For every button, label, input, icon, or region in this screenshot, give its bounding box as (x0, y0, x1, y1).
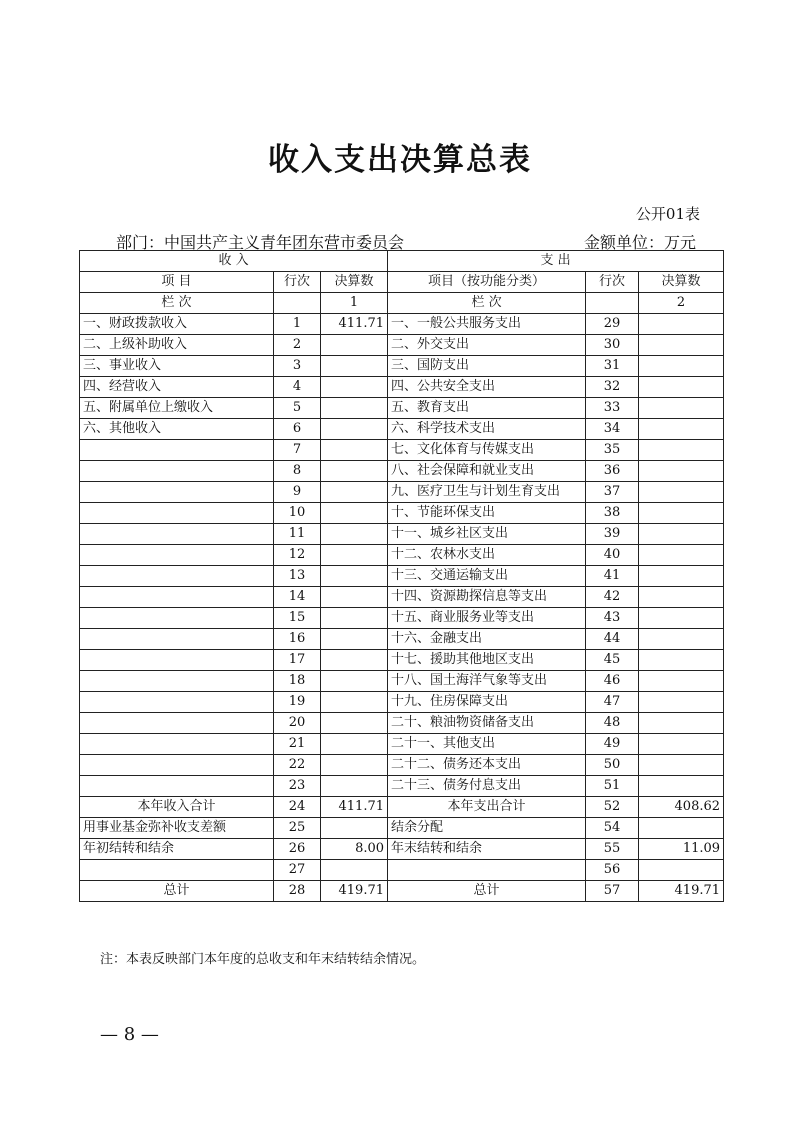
table-row (80, 314, 724, 335)
expense-line-cell: 57 (586, 881, 639, 902)
expense-amount-cell (639, 755, 724, 776)
expense-line-cell: 31 (586, 356, 639, 377)
expense-amount-cell (639, 818, 724, 839)
income-amount-cell (321, 587, 388, 608)
income-line-cell: 5 (274, 398, 321, 419)
income-amount-cell (321, 650, 388, 671)
expense-amount-cell (639, 692, 724, 713)
expense-item-cell: 十七、援助其他地区支出 (388, 650, 586, 671)
expense-amount-cell (639, 335, 724, 356)
income-amount-cell (321, 818, 388, 839)
expense-amount-cell (639, 482, 724, 503)
expense-item-cell (388, 860, 586, 881)
income-amount-header: 决算数 (321, 272, 388, 293)
income-amount-cell (321, 734, 388, 755)
income-amount-cell (321, 692, 388, 713)
income-item-cell (80, 713, 274, 734)
expense-amount-cell (639, 860, 724, 881)
income-item-cell: 三、事业收入 (80, 356, 274, 377)
expense-column-number: 2 (639, 293, 724, 314)
expense-line-cell: 47 (586, 692, 639, 713)
table-row (80, 440, 724, 461)
income-line-cell: 2 (274, 335, 321, 356)
expense-line-cell: 50 (586, 755, 639, 776)
income-line-cell: 11 (274, 524, 321, 545)
expense-amount-cell (639, 650, 724, 671)
income-amount-cell (321, 713, 388, 734)
expense-item-cell: 九、医疗卫生与计划生育支出 (388, 482, 586, 503)
expense-column-label: 栏 次 (388, 293, 586, 314)
expense-section-header: 支 出 (388, 251, 724, 272)
header-row-index (80, 293, 724, 314)
expense-item-cell: 一、一般公共服务支出 (388, 314, 586, 335)
income-amount-cell (321, 608, 388, 629)
income-item-cell: 六、其他收入 (80, 419, 274, 440)
expense-line-cell: 30 (586, 335, 639, 356)
income-item-cell: 年初结转和结余 (80, 839, 274, 860)
expense-item-cell: 六、科学技术支出 (388, 419, 586, 440)
expense-column-blank (586, 293, 639, 314)
income-item-cell (80, 671, 274, 692)
income-item-cell (80, 461, 274, 482)
page-number: — 8 — (100, 1024, 159, 1045)
income-amount-cell (321, 335, 388, 356)
expense-amount-cell: 11.09 (639, 839, 724, 860)
income-item-cell: 总计 (80, 881, 274, 902)
table-row (80, 692, 724, 713)
table-row (80, 671, 724, 692)
income-item-cell (80, 566, 274, 587)
income-item-cell (80, 587, 274, 608)
expense-line-cell: 49 (586, 734, 639, 755)
table-row (80, 755, 724, 776)
income-line-cell: 12 (274, 545, 321, 566)
table-row (80, 797, 724, 818)
form-number: 公开01表 (635, 205, 700, 223)
income-amount-cell (321, 671, 388, 692)
expense-item-cell: 年末结转和结余 (388, 839, 586, 860)
expense-item-cell: 七、文化体育与传媒支出 (388, 440, 586, 461)
expense-amount-cell (639, 461, 724, 482)
income-amount-cell (321, 860, 388, 881)
income-amount-cell (321, 629, 388, 650)
expense-item-cell: 十四、资源勘探信息等支出 (388, 587, 586, 608)
table-row (80, 566, 724, 587)
income-line-cell: 25 (274, 818, 321, 839)
expense-line-cell: 29 (586, 314, 639, 335)
expense-amount-cell (639, 713, 724, 734)
income-line-cell: 16 (274, 629, 321, 650)
expense-line-cell: 36 (586, 461, 639, 482)
income-item-cell (80, 776, 274, 797)
expense-amount-cell (639, 398, 724, 419)
income-amount-cell (321, 545, 388, 566)
income-column-blank (274, 293, 321, 314)
table-row (80, 461, 724, 482)
expense-amount-cell (639, 440, 724, 461)
expense-item-cell: 十九、住房保障支出 (388, 692, 586, 713)
expense-item-cell: 十八、国土海洋气象等支出 (388, 671, 586, 692)
income-item-cell (80, 482, 274, 503)
header-row-section (80, 251, 724, 272)
income-item-cell (80, 692, 274, 713)
income-item-header: 项 目 (80, 272, 274, 293)
expense-item-cell: 五、教育支出 (388, 398, 586, 419)
expense-line-cell: 55 (586, 839, 639, 860)
income-section-header: 收 入 (80, 251, 388, 272)
expense-line-cell: 51 (586, 776, 639, 797)
expense-line-cell: 52 (586, 797, 639, 818)
income-amount-cell: 419.71 (321, 881, 388, 902)
expense-line-cell: 56 (586, 860, 639, 881)
expense-amount-cell (639, 545, 724, 566)
income-line-cell: 22 (274, 755, 321, 776)
income-amount-cell (321, 482, 388, 503)
expense-line-cell: 41 (586, 566, 639, 587)
income-item-cell: 五、附属单位上缴收入 (80, 398, 274, 419)
income-item-cell (80, 650, 274, 671)
expense-amount-header: 决算数 (639, 272, 724, 293)
table-row (80, 776, 724, 797)
table-row (80, 419, 724, 440)
table-row (80, 818, 724, 839)
table-row (80, 524, 724, 545)
expense-line-cell: 54 (586, 818, 639, 839)
income-amount-cell (321, 377, 388, 398)
income-line-cell: 14 (274, 587, 321, 608)
expense-item-cell: 结余分配 (388, 818, 586, 839)
expense-item-cell: 总计 (388, 881, 586, 902)
income-line-cell: 27 (274, 860, 321, 881)
income-item-cell (80, 860, 274, 881)
income-amount-cell (321, 755, 388, 776)
budget-table (79, 250, 724, 902)
expense-amount-cell (639, 566, 724, 587)
income-line-cell: 28 (274, 881, 321, 902)
table-row (80, 503, 724, 524)
expense-amount-cell (639, 671, 724, 692)
expense-amount-cell (639, 608, 724, 629)
income-column-label: 栏 次 (80, 293, 274, 314)
expense-item-cell: 四、公共安全支出 (388, 377, 586, 398)
expense-line-cell: 43 (586, 608, 639, 629)
income-amount-cell (321, 503, 388, 524)
expense-amount-cell (639, 377, 724, 398)
income-amount-cell (321, 356, 388, 377)
table-row (80, 881, 724, 902)
unit-label: 金额单位：万元 (583, 233, 696, 252)
income-line-header: 行次 (274, 272, 321, 293)
expense-item-cell: 十六、金融支出 (388, 629, 586, 650)
expense-amount-cell (639, 503, 724, 524)
table-row (80, 860, 724, 881)
income-line-cell: 10 (274, 503, 321, 524)
footnote: 注：本表反映部门本年度的总收支和年末结转结余情况。 (100, 952, 426, 967)
table-row (80, 335, 724, 356)
expense-line-cell: 44 (586, 629, 639, 650)
table-row (80, 608, 724, 629)
table-row (80, 587, 724, 608)
income-item-cell (80, 734, 274, 755)
expense-amount-cell: 419.71 (639, 881, 724, 902)
income-item-cell (80, 503, 274, 524)
income-amount-cell (321, 566, 388, 587)
header-row-columns (80, 272, 724, 293)
income-item-cell: 用事业基金弥补收支差额 (80, 818, 274, 839)
expense-item-cell: 二十、粮油物资储备支出 (388, 713, 586, 734)
income-amount-cell (321, 419, 388, 440)
income-amount-cell: 8.00 (321, 839, 388, 860)
income-line-cell: 20 (274, 713, 321, 734)
expense-amount-cell (639, 419, 724, 440)
income-line-cell: 1 (274, 314, 321, 335)
expense-line-cell: 32 (586, 377, 639, 398)
income-line-cell: 6 (274, 419, 321, 440)
income-amount-cell: 411.71 (321, 797, 388, 818)
income-line-cell: 7 (274, 440, 321, 461)
table-row (80, 734, 724, 755)
table-row (80, 482, 724, 503)
income-amount-cell (321, 524, 388, 545)
income-line-cell: 17 (274, 650, 321, 671)
expense-amount-cell: 408.62 (639, 797, 724, 818)
expense-item-cell: 十二、农林水支出 (388, 545, 586, 566)
expense-amount-cell (639, 629, 724, 650)
expense-line-cell: 33 (586, 398, 639, 419)
expense-line-cell: 35 (586, 440, 639, 461)
expense-item-cell: 十三、交通运输支出 (388, 566, 586, 587)
income-item-cell (80, 545, 274, 566)
table-row (80, 839, 724, 860)
income-amount-cell (321, 398, 388, 419)
expense-item-cell: 二十二、债务还本支出 (388, 755, 586, 776)
expense-item-cell: 十一、城乡社区支出 (388, 524, 586, 545)
income-item-cell (80, 608, 274, 629)
expense-line-cell: 46 (586, 671, 639, 692)
income-amount-cell (321, 440, 388, 461)
income-item-cell (80, 440, 274, 461)
income-item-cell: 一、财政拨款收入 (80, 314, 274, 335)
expense-item-cell: 二十三、债务付息支出 (388, 776, 586, 797)
income-line-cell: 19 (274, 692, 321, 713)
expense-line-cell: 37 (586, 482, 639, 503)
table-row (80, 629, 724, 650)
expense-item-cell: 三、国防支出 (388, 356, 586, 377)
income-line-cell: 26 (274, 839, 321, 860)
income-item-cell (80, 629, 274, 650)
expense-amount-cell (639, 524, 724, 545)
expense-line-cell: 40 (586, 545, 639, 566)
income-column-number: 1 (321, 293, 388, 314)
expense-item-header: 项目（按功能分类） (388, 272, 586, 293)
income-line-cell: 4 (274, 377, 321, 398)
expense-item-cell: 二十一、其他支出 (388, 734, 586, 755)
income-line-cell: 13 (274, 566, 321, 587)
income-amount-cell (321, 461, 388, 482)
page-title: 收入支出决算总表 (268, 142, 532, 178)
income-line-cell: 15 (274, 608, 321, 629)
income-line-cell: 9 (274, 482, 321, 503)
income-line-cell: 23 (274, 776, 321, 797)
expense-line-header: 行次 (586, 272, 639, 293)
table-row (80, 713, 724, 734)
expense-line-cell: 48 (586, 713, 639, 734)
table-row (80, 356, 724, 377)
expense-amount-cell (639, 356, 724, 377)
table-row (80, 650, 724, 671)
expense-amount-cell (639, 587, 724, 608)
income-item-cell: 二、上级补助收入 (80, 335, 274, 356)
expense-item-cell: 八、社会保障和就业支出 (388, 461, 586, 482)
income-line-cell: 8 (274, 461, 321, 482)
income-line-cell: 3 (274, 356, 321, 377)
table-row (80, 545, 724, 566)
expense-line-cell: 39 (586, 524, 639, 545)
income-item-cell (80, 755, 274, 776)
expense-amount-cell (639, 314, 724, 335)
expense-line-cell: 42 (586, 587, 639, 608)
income-line-cell: 24 (274, 797, 321, 818)
income-amount-cell (321, 776, 388, 797)
department-label: 部门：中国共产主义青年团东营市委员会 (116, 233, 405, 252)
expense-item-cell: 本年支出合计 (388, 797, 586, 818)
income-line-cell: 18 (274, 671, 321, 692)
table-row (80, 398, 724, 419)
expense-item-cell: 十五、商业服务业等支出 (388, 608, 586, 629)
expense-item-cell: 十、节能环保支出 (388, 503, 586, 524)
expense-line-cell: 38 (586, 503, 639, 524)
expense-item-cell: 二、外交支出 (388, 335, 586, 356)
table-row (80, 377, 724, 398)
income-line-cell: 21 (274, 734, 321, 755)
income-amount-cell: 411.71 (321, 314, 388, 335)
expense-amount-cell (639, 776, 724, 797)
income-item-cell (80, 524, 274, 545)
income-item-cell: 本年收入合计 (80, 797, 274, 818)
expense-line-cell: 45 (586, 650, 639, 671)
expense-line-cell: 34 (586, 419, 639, 440)
income-item-cell: 四、经营收入 (80, 377, 274, 398)
expense-amount-cell (639, 734, 724, 755)
